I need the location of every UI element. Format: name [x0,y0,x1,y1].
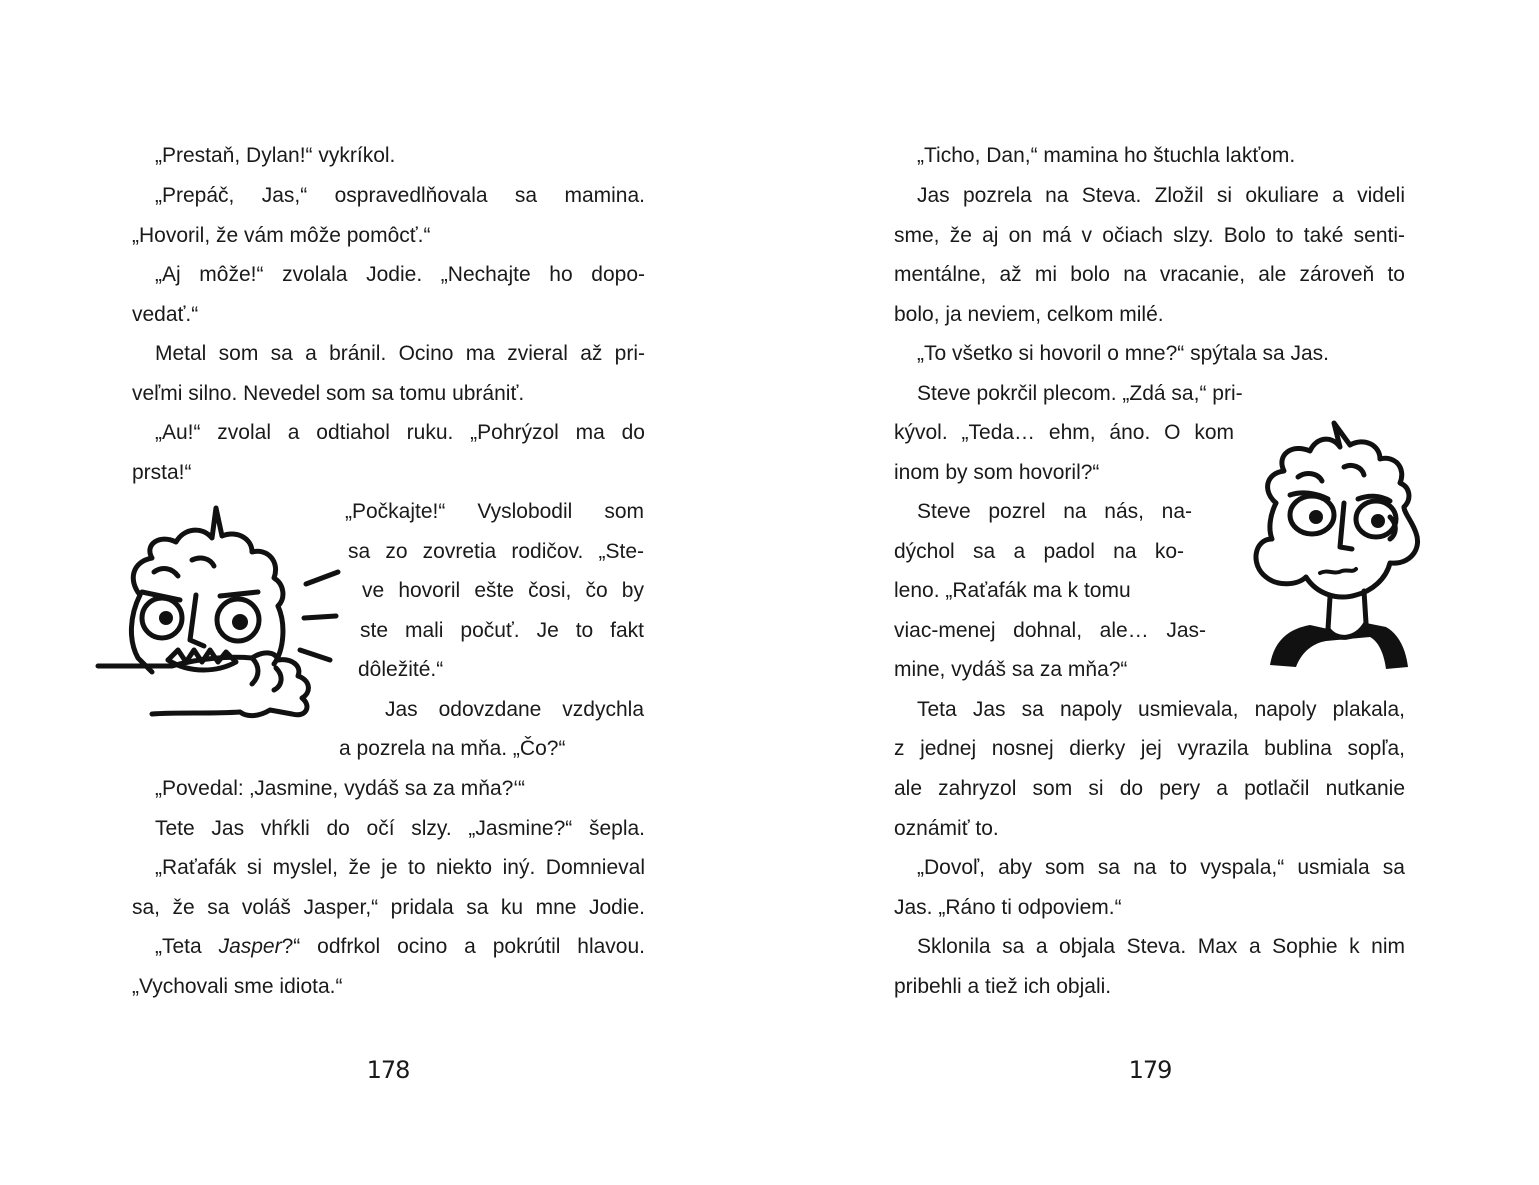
text-segment: ?“ odfrkol ocino a pokrútil hlavou. [281,935,646,958]
text-line: z jednej nosnej dierky jej vyrazila bublina sopľa, [894,737,1405,760]
text-line: „Au!“ zvolal a odtiahol ruku. „Pohrýzol ma do [155,421,645,444]
right-page [770,0,1539,1185]
text-line: ste mali počuť. Je to fakt [360,619,644,642]
text-line: „Počkajte!“ Vyslobodil som [345,500,644,523]
text-line: sa zo zovretia rodičov. „Ste- [348,540,644,563]
text-line: ale zahryzol som si do pery a potlačil nutkanie [894,777,1405,800]
text-line: mine, vydáš sa za mňa?“ [894,658,1128,681]
text-segment: „Teta [155,935,219,958]
text-line: a pozrela na mňa. „Čo?“ [339,737,566,760]
text-line: „Hovoril, že vám môže pomôcť.“ [132,224,431,247]
text-line: „Dovoľ, aby som sa na to vyspala,“ usmiala sa [917,856,1405,879]
text-line: kývol. „Teda… ehm, áno. O kom [894,421,1234,444]
emphasized-word: Jasper [218,935,282,958]
text-line: sa, že sa voláš Jasper,“ pridala sa ku mne Jodie. [132,896,645,919]
page-number: 179 [1128,1056,1172,1084]
text-line: dýchol sa a padol na ko- [894,540,1184,563]
text-line: pribehli a tiež ich objali. [894,975,1112,998]
text-line: „Aj môže!“ zvolala Jodie. „Nechajte ho dopo- [155,263,645,286]
text-line: Metal som sa a bránil. Ocino ma zvieral až pri- [155,342,645,365]
boy-biting-hand-drawing [80,500,345,750]
text-line: Jas. „Ráno ti odpoviem.“ [894,896,1122,919]
text-line: bolo, ja neviem, celkom milé. [894,303,1164,326]
steve-worried-face-drawing [1240,415,1445,685]
text-line: ve hovoril ešte čosi, čo by [362,579,644,602]
text-line: Teta Jas sa napoly usmievala, napoly plakala, [917,698,1405,721]
text-line: dôležité.“ [358,658,444,681]
text-line: leno. „Raťafák ma k tomu [894,579,1131,602]
text-line: Steve pozrel na nás, na- [917,500,1192,523]
text-line: oznámiť to. [894,817,999,840]
text-line [155,927,645,967]
text-line: veľmi silno. Nevedel som sa tomu ubrániť. [132,382,525,405]
text-line: Jas pozrela na Steva. Zložil si okuliare a videli [917,184,1405,207]
text-line: mentálne, až mi bolo na vracanie, ale zároveň to [894,263,1405,286]
text-line: Steve pokrčil plecom. „Zdá sa,“ pri- [917,382,1243,405]
text-line: „Povedal: ‚Jasmine, vydáš sa za mňa?‘“ [155,777,525,800]
text-line: Tete Jas vhŕkli do očí slzy. „Jasmine?“ šepla. [155,817,645,840]
text-line: Jas odovzdane vzdychla [385,698,644,721]
page-number: 178 [366,1056,410,1084]
text-line: „Prepáč, Jas,“ ospravedlňovala sa mamina. [155,184,645,207]
text-line: „To všetko si hovoril o mne?“ spýtala sa Jas. [917,342,1330,365]
text-line: „Raťafák si myslel, že je to niekto iný. Domnieval [155,856,645,879]
text-line: „Vychovali sme idiota.“ [132,975,343,998]
text-line: prsta!“ [132,461,192,484]
text-line: viac-menej dohnal, ale… Jas- [894,619,1206,642]
text-line: sme, že aj on má v očiach slzy. Bolo to také senti- [894,224,1405,247]
text-line: Sklonila sa a objala Steva. Max a Sophie k nim [917,935,1405,958]
text-line: vedať.“ [132,303,199,326]
text-line: „Prestaň, Dylan!“ vykríkol. [155,144,396,167]
text-line: inom by som hovoril?“ [894,461,1100,484]
text-line: „Ticho, Dan,“ mamina ho štuchla lakťom. [917,144,1296,167]
